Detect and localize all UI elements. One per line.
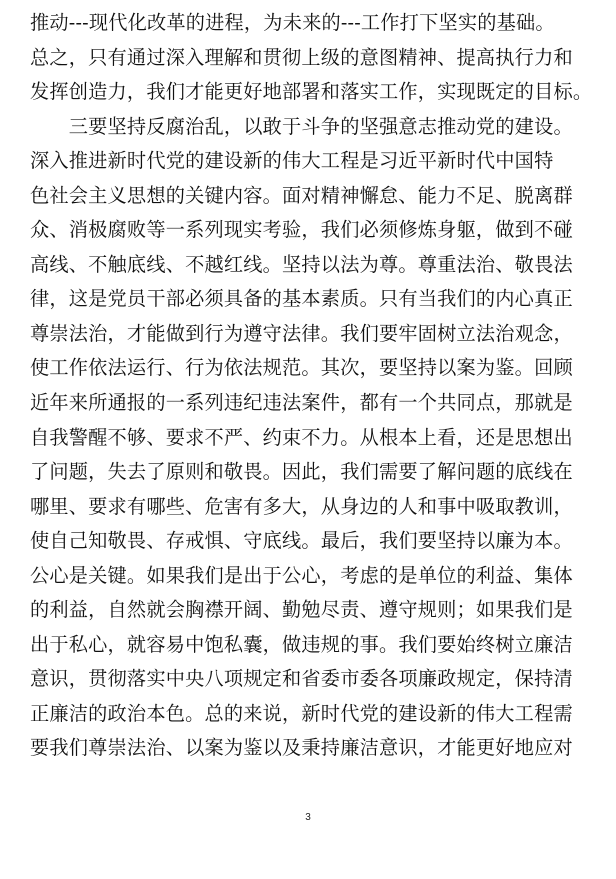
text-line: 色社会主义思想的关键内容。面对精神懈怠、能力不足、脱离群 <box>30 183 573 207</box>
text-line: 要我们尊崇法治、以案为鉴以及秉持廉洁意识，才能更好地应对 <box>30 736 573 760</box>
text-line: 正廉洁的政治本色。总的来说，新时代党的建设新的伟大工程需 <box>30 701 573 725</box>
text-line: 众、消极腐败等一系列现实考验，我们必须修炼身躯，做到不碰 <box>30 218 573 242</box>
body-text <box>30 6 593 766</box>
text-line: 律，这是党员干部必须具备的基本素质。只有当我们的内心真正 <box>30 287 573 311</box>
text-line: 了问题，失去了原则和敬畏。因此，我们需要了解问题的底线在 <box>30 460 573 484</box>
text-line: 三要坚持反腐治乱，以敢于斗争的坚强意志推动党的建设。 <box>30 114 573 138</box>
text-line: 尊崇法治，才能做到行为遵守法律。我们要牢固树立法治观念， <box>30 321 573 345</box>
text-line: 总之，只有通过深入理解和贯彻上级的意图精神、提高执行力和 <box>30 45 573 69</box>
text-line: 的利益，自然就会胸襟开阔、勤勉尽责、遵守规则；如果我们是 <box>30 598 573 622</box>
text-line: 高线、不触底线、不越红线。坚持以法为尊。尊重法治、敬畏法 <box>30 252 573 276</box>
text-line: 近年来所通报的一系列违纪违法案件，都有一个共同点，那就是 <box>30 391 573 415</box>
text-line: 意识，贯彻落实中央八项规定和省委市委各项廉政规定，保持清 <box>30 667 573 691</box>
text-line: 使工作依法运行、行为依法规范。其次，要坚持以案为鉴。回顾 <box>30 356 573 380</box>
text-line: 公心是关键。如果我们是出于公心，考虑的是单位的利益、集体 <box>30 563 573 587</box>
text-line: 使自己知敬畏、存戒惧、守底线。最后，我们要坚持以廉为本。 <box>30 529 573 553</box>
text-line: 推动---现代化改革的进程，为未来的---工作打下坚实的基础。 <box>30 11 555 34</box>
text-line: 发挥创造力，我们才能更好地部署和落实工作，实现既定的目标。 <box>30 80 593 104</box>
text-line: 哪里、要求有哪些、危害有多大，从身边的人和事中吸取教训， <box>30 494 573 518</box>
text-line: 自我警醒不够、要求不严、约束不力。从根本上看，还是思想出 <box>30 425 573 449</box>
text-line: 深入推进新时代党的建设新的伟大工程是习近平新时代中国特 <box>30 149 554 173</box>
text-line: 出于私心，就容易中饱私囊，做违规的事。我们要始终树立廉洁 <box>30 632 573 656</box>
page-number: 3 <box>305 812 311 823</box>
